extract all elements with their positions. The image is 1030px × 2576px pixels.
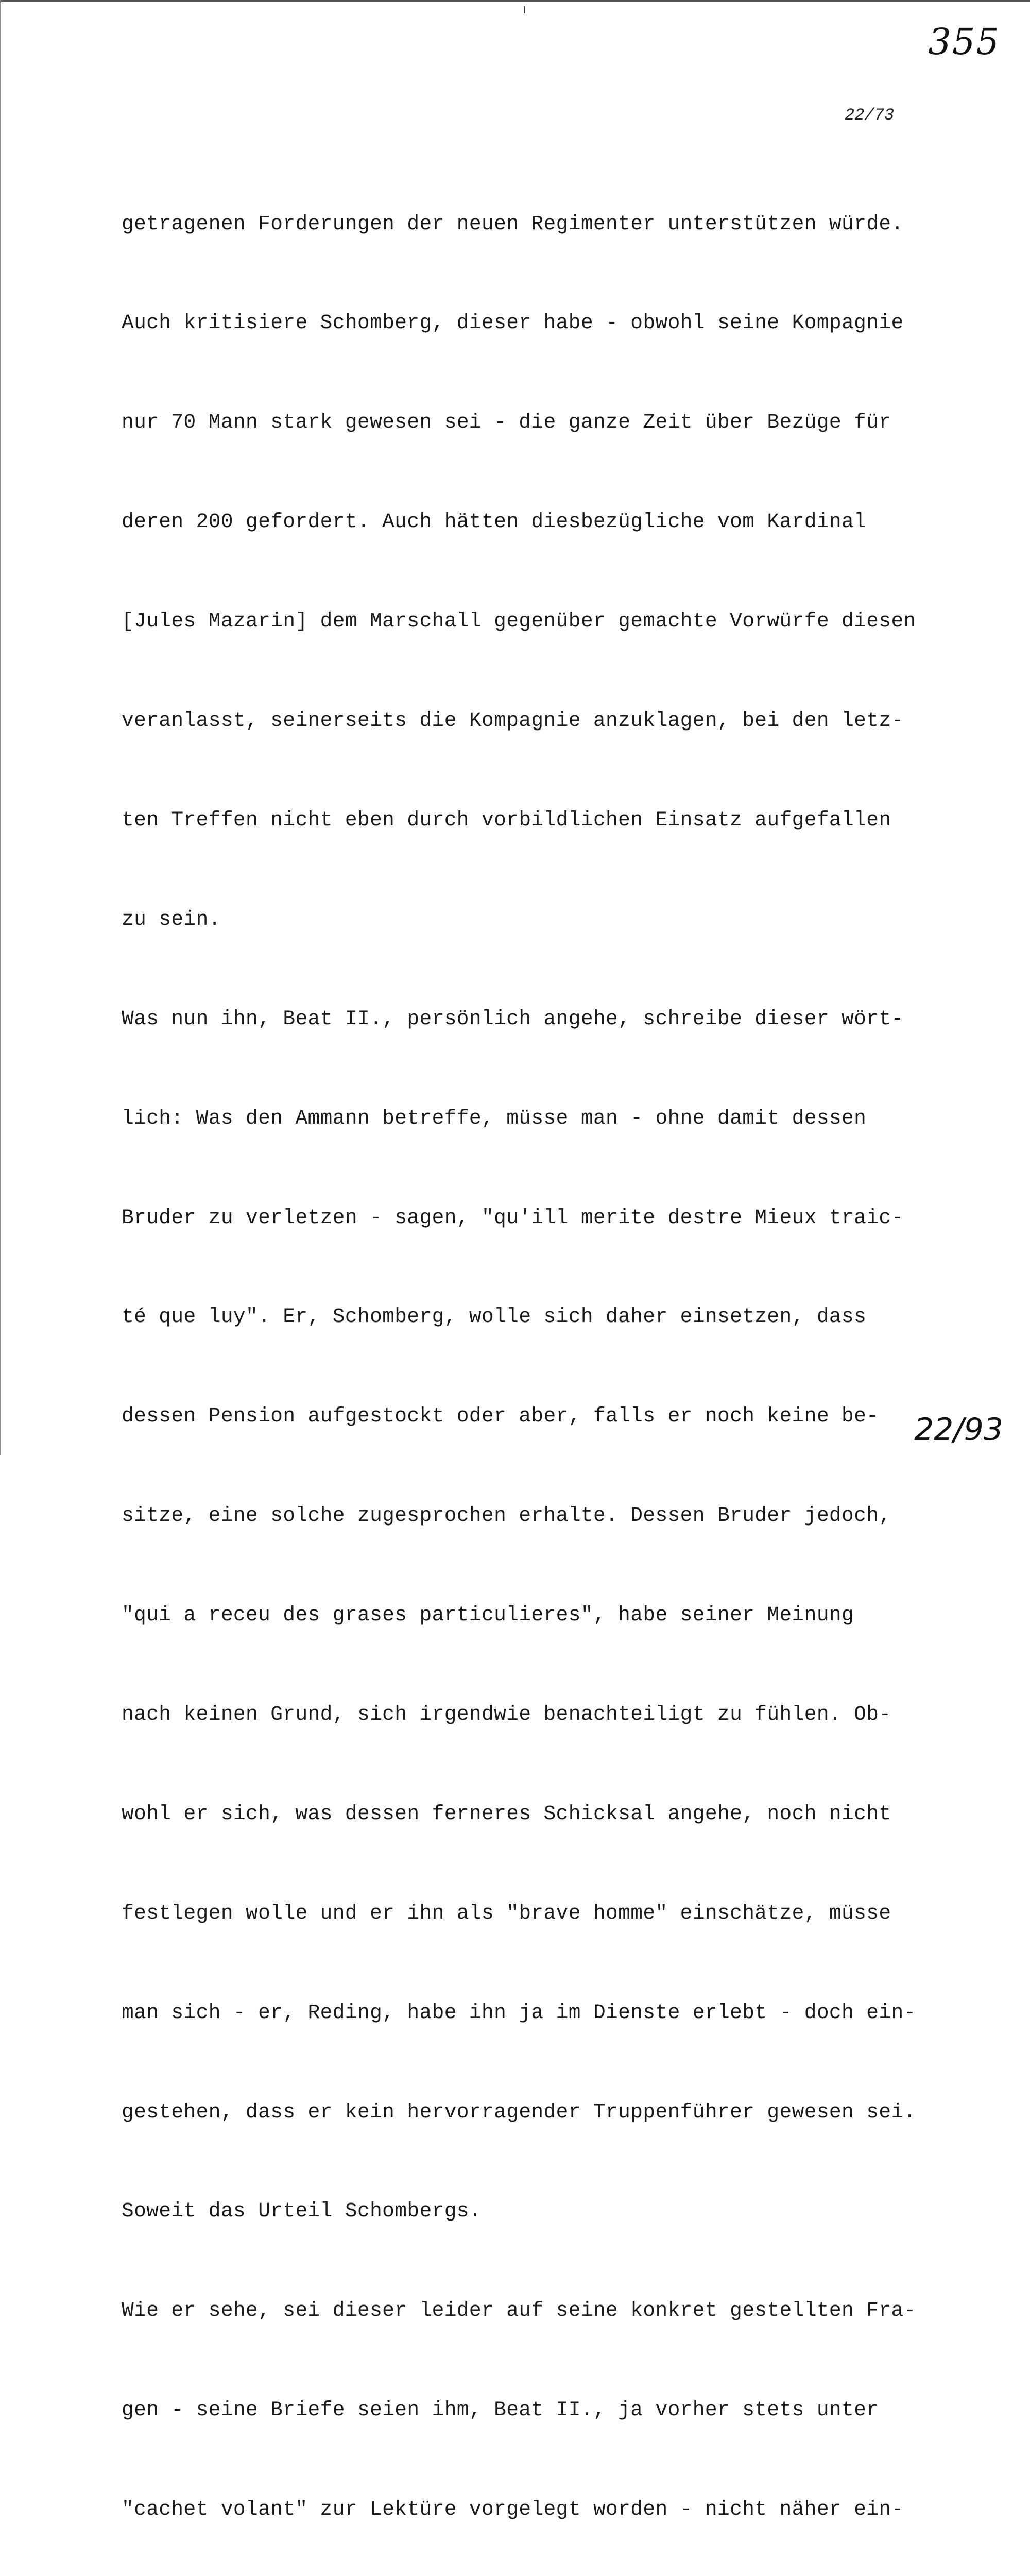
text-line: ten Treffen nicht eben durch vorbildlichen Einsatz aufgefallen [122, 808, 891, 832]
text-line: Bruder zu verletzen - sagen, "qu'ill merite destre Mieux traic- [122, 1206, 904, 1229]
text-line: veranlasst, seinerseits die Kompagnie anzuklagen, bei den letz- [122, 709, 904, 733]
handwritten-folio-number: 355 [928, 21, 1000, 63]
text-line: wohl er sich, was dessen ferneres Schicksal angehe, noch nicht [122, 1802, 891, 1825]
text-line: dessen Pension aufgestockt oder aber, falls er noch keine be- [122, 1404, 879, 1428]
text-line: [Jules Mazarin] dem Marschall gegenüber gemachte Vorwürfe diesen [122, 609, 916, 633]
text-line: "qui a receu des grases particulieres", habe seiner Meinung [122, 1603, 854, 1627]
text-line: Soweit das Urteil Schombergs. [122, 2199, 482, 2223]
text-line: Wie er sehe, sei dieser leider auf seine konkret gestellten Fra- [122, 2299, 916, 2323]
text-line: lich: Was den Ammann betreffe, müsse man - ohne damit dessen [122, 1106, 867, 1130]
text-line: getragenen Forderungen der neuen Regimenter unterstützen würde. [122, 212, 904, 235]
text-line: "cachet volant" zur Lektüre vorgelegt worden - nicht näher ein- [122, 2498, 904, 2521]
text-line: nach keinen Grund, sich irgendwie benachteiligt zu fühlen. Ob- [122, 1702, 891, 1726]
document-body [122, 141, 997, 2576]
text-line: té que luy". Er, Schomberg, wolle sich daher einsetzen, dass [122, 1305, 867, 1329]
text-line: man sich - er, Reding, habe ihn ja im Dienste erlebt - doch ein- [122, 2001, 916, 2024]
handwritten-bottom-reference: 22/93 [914, 1412, 1003, 1448]
text-line: nur 70 Mann stark gewesen sei - die ganze Zeit über Bezüge für [122, 411, 891, 434]
text-line: zu sein. [122, 907, 221, 931]
text-line: Was nun ihn, Beat II., persönlich angehe, schreibe dieser wört- [122, 1007, 904, 1030]
archive-reference: 22/73 [845, 106, 895, 125]
text-line: Auch kritisiere Schomberg, dieser habe - obwohl seine Kompagnie [122, 311, 904, 335]
page-edge-top [0, 0, 1030, 2]
text-line: sitze, eine solche zugesprochen erhalte. Dessen Bruder jedoch, [122, 1504, 891, 1528]
text-line: deren 200 gefordert. Auch hätten diesbezügliche vom Kardinal [122, 510, 867, 534]
text-line: gen - seine Briefe seien ihm, Beat II., ja vorher stets unter [122, 2398, 879, 2422]
text-line: gestehen, dass er kein hervorragender Truppenführer gewesen sei. [122, 2100, 916, 2124]
text-line: festlegen wolle und er ihn als "brave homme" einschätze, müsse [122, 1901, 891, 1925]
scan-mark [524, 6, 525, 13]
page-edge-left [0, 0, 1, 1455]
